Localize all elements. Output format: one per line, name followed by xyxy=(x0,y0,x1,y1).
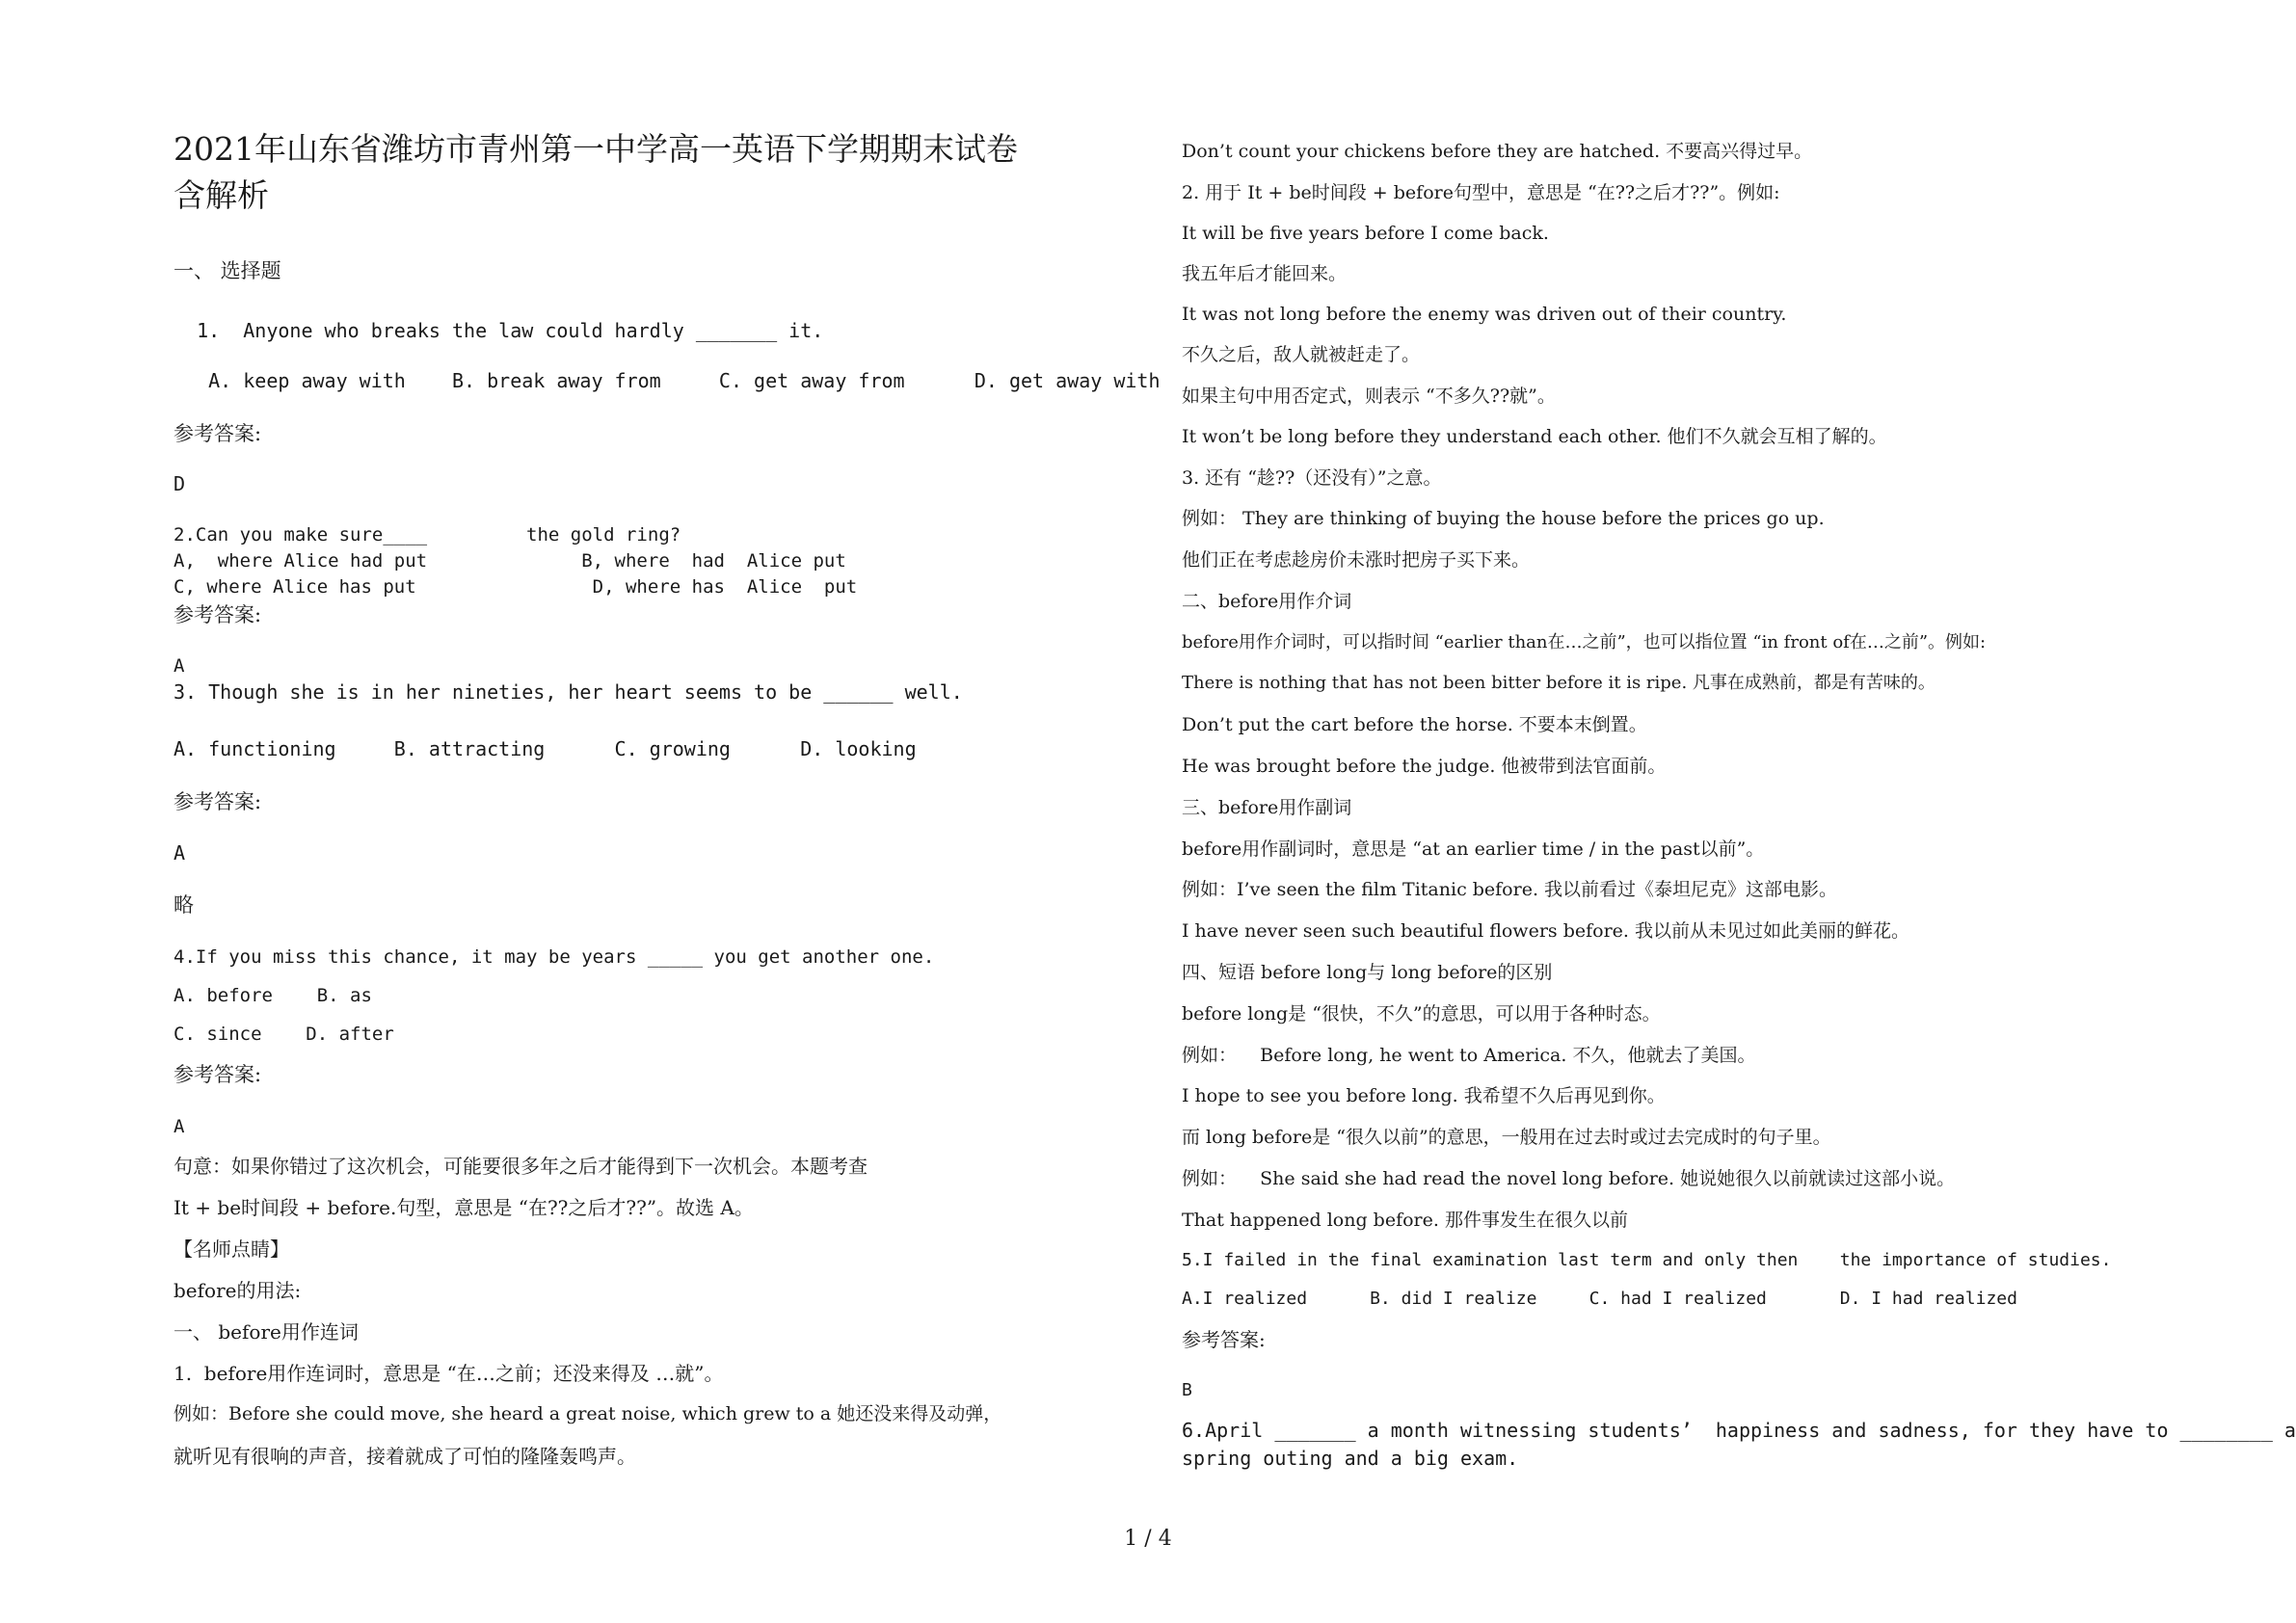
explanation-line: before用作介词时，可以指时间 “earlier than在…之前”，也可以指位置 “in front of在…之前”。例如: xyxy=(1182,632,1987,652)
explanation-line: 我五年后才能回来。 xyxy=(1182,263,1348,284)
explanation-line: There is nothing that has not been bitter before it is ripe. 凡事在成熟前，都是有苦味的。 xyxy=(1182,673,1936,693)
explanation-line: 而 long before是 “很久以前”的意思，一般用在过去时或过去完成时的句子里。 xyxy=(1182,1127,1831,1148)
explanation-line: 1. before用作连词时，意思是 “在…之前；还没来得及 …就”。 xyxy=(174,1362,724,1385)
note: 略 xyxy=(174,893,194,917)
explanation-line: I hope to see you before long. 我希望不久后再见到你。 xyxy=(1182,1085,1666,1106)
answer-label: 参考答案: xyxy=(174,422,262,445)
question-2-options-ab: A, where Alice had put B, where had Alice put xyxy=(174,550,846,572)
explanation-line: 例如：I’ve seen the film Titanic before. 我以前看过《泰坦尼克》这部电影。 xyxy=(1182,879,1838,900)
answer-label: 参考答案: xyxy=(174,1063,262,1086)
explanation-line: 例如：Before she could move, she heard a great noise, which grew to a 她还没来得及动弹， xyxy=(174,1403,1002,1424)
explanation-line: 例如： They are thinking of buying the house before the prices go up. xyxy=(1182,508,1825,529)
section-heading: 一、 选择题 xyxy=(174,259,281,282)
answer-label: 参考答案: xyxy=(174,790,262,813)
question-5: 5.I failed in the final examination last term and only then the importance of studies. xyxy=(1182,1250,2112,1270)
explanation-line: He was brought before the judge. 他被带到法官面前。 xyxy=(1182,756,1667,777)
page-number: 1 / 4 xyxy=(1124,1527,1172,1551)
subsection-heading: 三、before用作副词 xyxy=(1182,797,1352,818)
question-2-options-cd: C, where Alice has put D, where has Alice put xyxy=(174,576,858,598)
answer-label: 参考答案: xyxy=(174,603,262,626)
explanation-line: Don’t count your chickens before they are hatched. 不要高兴得过早。 xyxy=(1182,141,1813,162)
question-4-options-ab: A. before B. as xyxy=(174,985,372,1006)
answer-value: A xyxy=(174,841,186,865)
question-1-options: A. keep away with B. break away from C. get away from D. get away with xyxy=(174,369,1161,392)
explanation-line: 就听见有很响的声音，接着就成了可怕的隆隆轰鸣声。 xyxy=(174,1445,636,1468)
answer-value: A xyxy=(174,655,185,677)
explanation-line: 一、 before用作连词 xyxy=(174,1320,359,1344)
question-6: 6.April _______ a month witnessing students’ happiness and sadness, for they have to ________ a xyxy=(1182,1419,2296,1442)
right-column xyxy=(1182,0,2296,1623)
explanation-line: It was not long before the enemy was driven out of their country. xyxy=(1182,304,1787,325)
answer-value: B xyxy=(1182,1380,1192,1400)
explanation-line: 3. 还有 “趁??（还没有）”之意。 xyxy=(1182,467,1442,489)
explanation-line: 2. 用于 It + be时间段 + before句型中，意思是 “在??之后才??”。例如: xyxy=(1182,182,1780,203)
explanation-line: before的用法: xyxy=(174,1279,302,1302)
subsection-heading: 四、短语 before long与 long before的区别 xyxy=(1182,962,1553,983)
answer-value: D xyxy=(174,472,186,495)
explanation-line: 句意：如果你错过了这次机会，可能要很多年之后才能得到下一次机会。本题考查 xyxy=(174,1155,868,1178)
explanation-line: 如果主句中用否定式，则表示 “不多久??就”。 xyxy=(1182,386,1556,407)
explanation-line: 他们正在考虑趁房价未涨时把房子买下来。 xyxy=(1182,549,1531,571)
explanation-line: 例如： Before long, he went to America. 不久，他就去了美国。 xyxy=(1182,1045,1756,1066)
explanation-line: I have never seen such beautiful flowers before. 我以前从未见过如此美丽的鲜花。 xyxy=(1182,920,1909,942)
subsection-heading: 二、before用作介词 xyxy=(1182,591,1352,612)
question-4-options-cd: C. since D. after xyxy=(174,1024,394,1045)
explanation-line: 例如： She said she had read the novel long before. 她说她很久以前就读过这部小说。 xyxy=(1182,1168,1956,1189)
question-5-options: A.I realized B. did I realize C. had I realized D. I had realized xyxy=(1182,1289,2017,1309)
document-title-line2: 含解析 xyxy=(174,176,269,214)
explanation-line: It will be five years before I come back. xyxy=(1182,223,1549,244)
explanation-line: Don’t put the cart before the horse. 不要本末倒置。 xyxy=(1182,714,1647,735)
explanation-line: It + be时间段 + before.句型，意思是 “在??之后才??”。故选 A。 xyxy=(174,1196,754,1219)
answer-label: 参考答案: xyxy=(1182,1328,1266,1351)
question-4: 4.If you miss this chance, it may be years _____ you get another one. xyxy=(174,946,935,968)
explanation-line: 不久之后，敌人就被赶走了。 xyxy=(1182,344,1421,365)
left-column xyxy=(174,0,1176,1623)
answer-value: A xyxy=(174,1116,185,1137)
question-1: 1. Anyone who breaks the law could hardly _______ it. xyxy=(174,319,824,342)
explanation-line: before用作副词时，意思是 “at an earlier time / in the past以前”。 xyxy=(1182,838,1765,860)
tip-heading: 【名师点睛】 xyxy=(174,1237,289,1261)
question-2: 2.Can you make sure____ the gold ring? xyxy=(174,524,681,545)
explanation-line: It won’t be long before they understand each other. 他们不久就会互相了解的。 xyxy=(1182,426,1887,447)
document-title-line1: 2021年山东省潍坊市青州第一中学高一英语下学期期末试卷 xyxy=(174,130,1018,168)
question-6-continued: spring outing and a big exam. xyxy=(1182,1447,1519,1470)
explanation-line: before long是 “很快，不久”的意思，可以用于各种时态。 xyxy=(1182,1003,1661,1024)
question-3-options: A. functioning B. attracting C. growing D. looking xyxy=(174,737,917,760)
explanation-line: That happened long before. 那件事发生在很久以前 xyxy=(1182,1210,1628,1231)
question-3: 3. Though she is in her nineties, her heart seems to be ______ well. xyxy=(174,680,963,704)
